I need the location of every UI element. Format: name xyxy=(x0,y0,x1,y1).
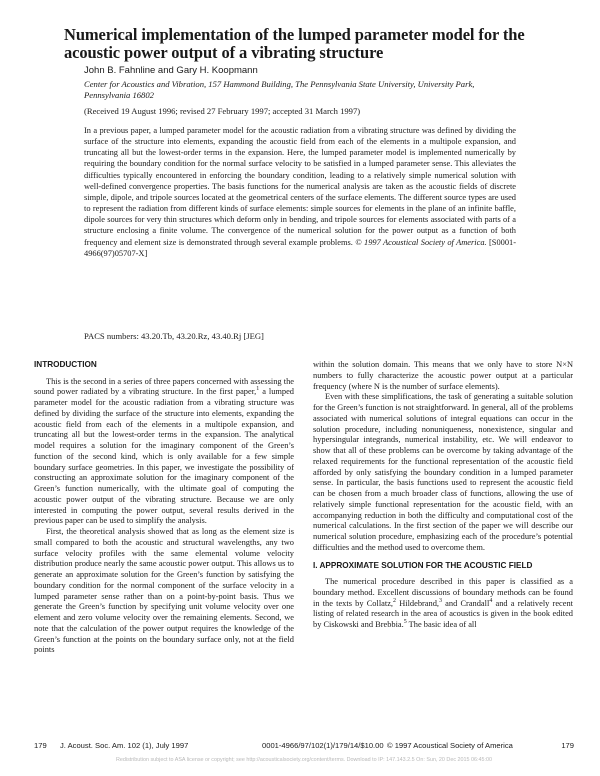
paragraph: within the solution domain. This means that we only have to store N×N numbers to fully characterize the acoustic power output at a particular frequency (where N is the number of surface elements). xyxy=(313,360,573,391)
abstract xyxy=(84,125,516,259)
authors: John B. Fahnline and Gary H. Koopmann xyxy=(84,65,258,76)
right-column xyxy=(313,360,573,631)
paragraph: The numerical procedure described in this paper is classified as a boundary method. Excellent discussions of boundary methods can be found in the texts by Collatz,$^2$ Hildebrand,$^3$ and Crandall$^4$ and a relatively recent listing of related research in the area of acoustics is given in the book edited by Ciskowski and Brebbia.$^5$ The basic idea of all xyxy=(313,577,573,629)
left-column xyxy=(34,360,294,656)
section-heading-introduction: INTRODUCTION xyxy=(34,360,97,369)
section-heading-approximate-solution: I. APPROXIMATE SOLUTION FOR THE ACOUSTIC FIELD xyxy=(313,560,533,570)
pacs-numbers: PACS numbers: 43.20.Tb, 43.20.Rz, 43.40.Rj [JEG] xyxy=(84,331,264,341)
abstract-body: In a previous paper, a lumped parameter model for the acoustic radiation from a vibrating structure was defined by dividing the surface of the structure into elements, expanding the acoustic field from each of the elements in a multipole expansion, and truncating all but the lowest-order terms in the expansion. Here, the lumped parameter model is implemented numerically by requiring the boundary condition for the normal surface velocity to be satisfied in a lumped parameter sense. This alleviates the difficulties typically encountered in enforcing the boundary condition, leading to a relatively simple numerical solution with well-defined convergence properties. The basis functions for the numerical analysis are taken as the acoustic fields of discrete simple, dipole, and tripole sources located at the geometrical centers of the surface elements. The different source types are used to represent the radiation from different kinds of surface elements: simple sources for elements in the plane of an infinite baffle, dipole sources for very thin structures which deform only in bending, and tripole sources for elements associated with parts of a structure enclosing a finite volume. The convergence of the numerical solution for the power output as a function of both frequency and element size is demonstrated through several example problems. xyxy=(84,126,516,247)
page-number-left: 179 xyxy=(34,741,47,750)
received-dates: (Received 19 August 1996; revised 27 February 1997; accepted 31 March 1997) xyxy=(84,106,361,116)
page-number-right: 179 xyxy=(561,741,574,750)
citation-4[interactable]: 4 xyxy=(489,597,493,604)
citation-5[interactable]: 5 xyxy=(403,619,407,626)
citation-2[interactable]: 2 xyxy=(393,597,397,604)
paper-title: Numerical implementation of the lumped parameter model for the acoustic power output of a vibrating structure xyxy=(64,25,525,62)
page-footer xyxy=(34,741,574,753)
citation-3[interactable]: 3 xyxy=(438,597,442,604)
redistribution-watermark: Redistribution subject to ASA license or copyright; see http://acousticalsociety.org/content/terms. Download to IP: 147.143.2.5 On: Sun, 20 Dec 2015 06:45:00 xyxy=(116,757,492,763)
journal-citation: J. Acoust. Soc. Am. 102 (1), July 1997 xyxy=(60,741,189,750)
article-code: 0001-4966/97/102(1)/179/14/$10.00 xyxy=(262,741,384,750)
paragraph: First, the theoretical analysis showed that as long as the element size is small compared to both the acoustic and structural wavelengths, any two surface velocity profiles with the same elemental volume velocity distribution produce nearly the same acoustic power output. This allows us to generate an approximate solution for the Green’s function by satisfying the boundary condition for the normal component of the surface velocity in a lumped parameter sense rather than on a point-by-point basis. Thus we generate the Green’s function by specifying unit volume velocity over one element and zero volume velocity over the remaining elements. Second, we note that the calculation of the power output requires the knowledge of the Green’s function at the points on the boundary surface only, not at the field points xyxy=(34,527,294,655)
citation-1[interactable]: 1 xyxy=(256,386,260,393)
paragraph: Even with these simplifications, the task of generating a suitable solution for the Green’s function is not straightforward. In general, all of the problems associated with numerical solutions of integral equations can occur in the solution procedure, including nonuniqueness, nonexistence, singular and hypersingular integrands, numerical instability, etc. We will endeavor to show that all of these problems can be overcome by taking advantage of the relaxed requirements for the functional representation of the acoustic field afforded by only satisfying the boundary condition in a lumped parameter sense. In particular, the basis functions used to represent the acoustic field can be chosen from a much broader class of functions, allowing the use of relatively simple functional representation for the acoustic field, with an accompanying reduction in both the difficulty and computational cost of the numerical calculations. In the first section of the paper we will describe our numerical solution procedure, emphasizing each of the procedure’s potential difficulties and the method used to overcome them. xyxy=(313,392,573,552)
footer-copyright: © 1997 Acoustical Society of America xyxy=(387,741,513,750)
abstract-code: [S0001-4966(97)05707-X] xyxy=(84,237,517,258)
affiliation: Center for Acoustics and Vibration, 157 Hammond Building, The Pennsylvania State University, University Park, Pennsylvania 16802 xyxy=(84,79,475,100)
abstract-copyright: © 1997 Acoustical Society of America. xyxy=(355,237,487,247)
paragraph: This is the second in a series of three papers concerned with assessing the sound power radiated by a vibrating structure. In the first paper,$^1$ a lumped parameter model for the acoustic radiation from a vibrating structure was defined by dividing the surface of the structure into elements, expanding the acoustic field from each of the elements in a multipole expansion, and truncating all but the lowest-order terms in the expansion. The analytical model requires a solution for the imaginary component of the Green’s function of the second kind, which is only available for a few simple boundary surface geometries. In this paper, we investigate the possibility of constructing an approximate solution for the imaginary component of the Green’s function numerically, with the ultimate goal of computing the acoustic power output of the vibrating structure. Because we are only interested in computing the power output, several results derived in the previous paper can be used to simplify the analysis. xyxy=(34,376,294,526)
